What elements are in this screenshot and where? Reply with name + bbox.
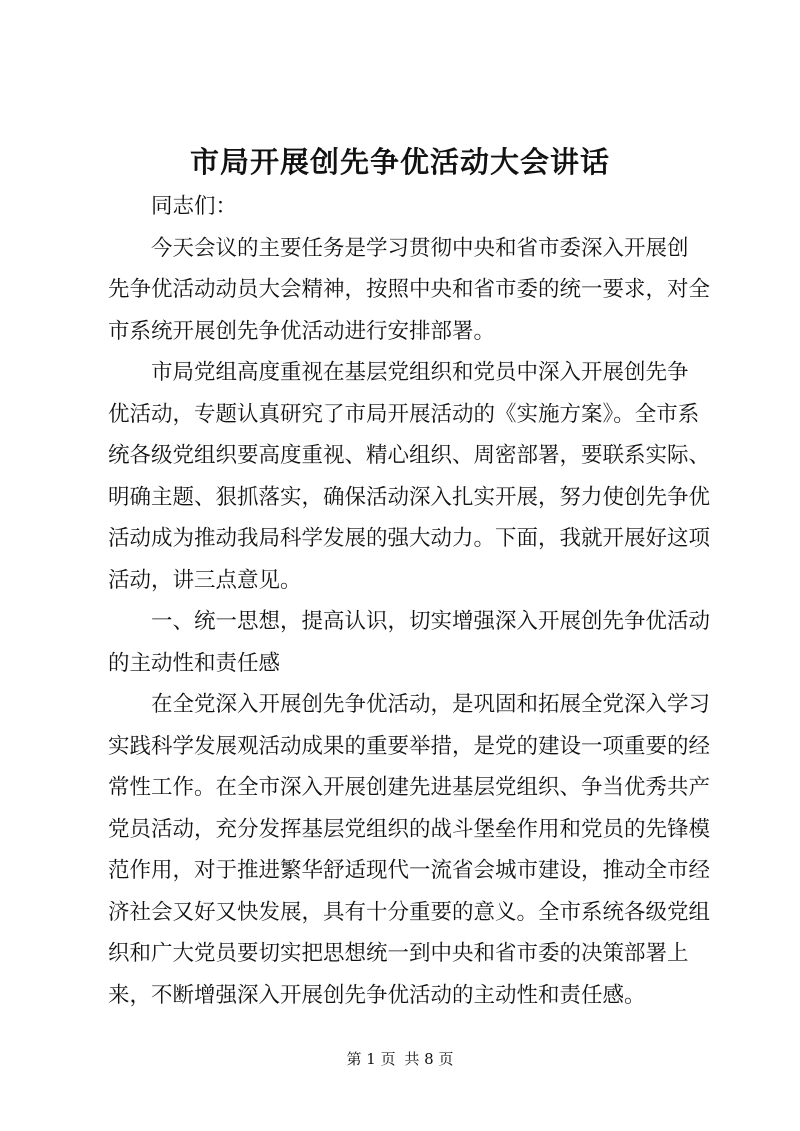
page-footer — [0, 1048, 800, 1069]
paragraph-line: 在全党深入开展创先争优活动，是巩固和拓展全党深入学习 — [151, 692, 711, 717]
paragraph-3 — [108, 684, 714, 1016]
paragraph-2 — [108, 352, 714, 601]
paragraph-line: 活动，讲三点意见。 — [108, 567, 302, 593]
paragraph-line: 党员活动，充分发挥基层党组织的战斗堡垒作用和党员的先锋模 — [108, 816, 711, 842]
page-number: 第 1 页 — [346, 1050, 396, 1068]
page-total: 共 8 页 — [404, 1050, 454, 1068]
paragraph-line: 统各级党组织要高度重视、精心组织、周密部署，要联系实际、 — [108, 443, 711, 468]
paragraph-line: 先争优活动动员大会精神，按照中央和省市委的统一要求，对全 — [108, 277, 711, 302]
document-body — [108, 186, 714, 1016]
paragraph-line: 今天会议的主要任务是学习贯彻中央和省市委深入开展创 — [151, 235, 689, 261]
paragraph-line: 优活动，专题认真研究了市局开展活动的《实施方案》。全市系 — [108, 401, 700, 427]
heading-line: 的主动性和责任感 — [108, 650, 281, 676]
section-heading-1 — [108, 601, 714, 684]
paragraph-line: 明确主题、狠抓落实，确保活动深入扎实开展，努力使创先争优 — [108, 484, 711, 510]
heading-line: 一、统一思想，提高认识，切实增强深入开展创先争优活动 — [151, 609, 711, 634]
paragraph-line: 范作用，对于推进繁华舒适现代一流省会城市建设，推动全市经 — [108, 858, 711, 883]
paragraph-1 — [108, 228, 714, 353]
salutation — [108, 186, 714, 228]
paragraph-line: 来，不断增强深入开展创先争优活动的主动性和责任感。 — [108, 982, 646, 1008]
salutation-line: 同志们： — [151, 194, 238, 219]
paragraph-line: 常性工作。在全市深入开展创建先进基层党组织、争当优秀共产 — [108, 775, 711, 800]
paragraph-line: 实践科学发展观活动成果的重要举措，是党的建设一项重要的经 — [108, 733, 711, 759]
paragraph-line: 市系统开展创先争优活动进行安排部署。 — [108, 318, 496, 344]
paragraph-line: 济社会又好又快发展，具有十分重要的意义。全市系统各级党组 — [108, 899, 711, 925]
paragraph-line: 活动成为推动我局科学发展的强大动力。下面，我就开展好这项 — [108, 526, 711, 551]
paragraph-line: 市局党组高度重视在基层党组织和党员中深入开展创先争 — [151, 360, 689, 385]
document-title: 市局开展创先争优活动大会讲话 — [189, 145, 610, 179]
paragraph-line: 织和广大党员要切实把思想统一到中央和省市委的决策部署上 — [108, 941, 689, 966]
